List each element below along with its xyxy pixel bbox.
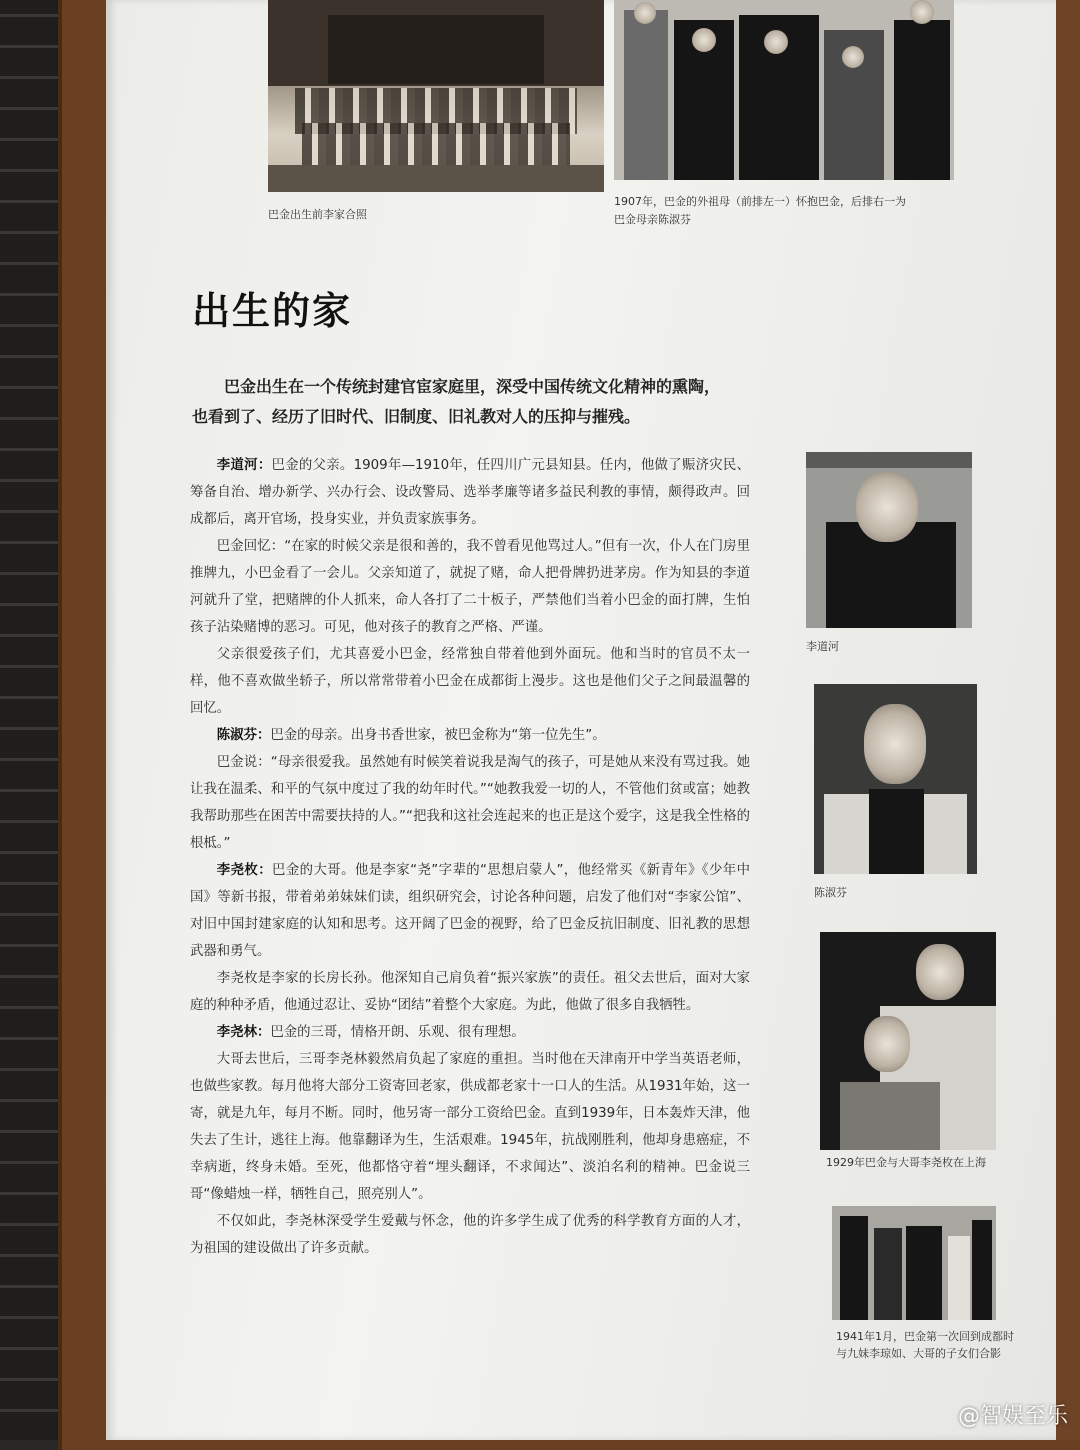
caption-li-family-group: 巴金出生前李家合照 bbox=[268, 208, 367, 221]
paragraph bbox=[190, 749, 750, 857]
person-name: 李道河： bbox=[216, 458, 272, 473]
caption-1907-line1: 1907年，巴金的外祖母（前排左一）怀抱巴金，后排右一为 bbox=[614, 195, 906, 208]
paragraph bbox=[190, 722, 750, 749]
paragraph bbox=[190, 1019, 750, 1046]
paragraph-text: 父亲很爱孩子们，尤其喜爱小巴金，经常独自带着他到外面玩。他和当时的官员不太一样，他不喜欢做坐轿子，所以常常带着小巴金在成都街上漫步。这也是他们父子之间最温馨的回忆。 bbox=[190, 647, 750, 716]
paragraph-text: 巴金的母亲。出身书香世家，被巴金称为“第一位先生”。 bbox=[270, 728, 606, 743]
paragraph-text: 巴金的大哥。他是李家“尧”字辈的“思想启蒙人”，他经常买《新青年》《少年中国》等新书报，带着弟弟妹妹们读，组织研究会，讨论各种问题，启发了他们对“李家公馆”、对旧中国封建家庭的认知和思考。这开阔了巴金的视野，给了巴金反抗旧制度、旧礼教的思想武器和勇气。 bbox=[190, 863, 751, 959]
caption-1941-line1: 1941年1月，巴金第一次回到成都时 bbox=[836, 1330, 1014, 1343]
section-title: 出生的家 bbox=[192, 289, 353, 333]
paragraph bbox=[190, 965, 750, 1019]
wooden-frame-right bbox=[1056, 0, 1080, 1440]
photo-1941-family bbox=[832, 1206, 996, 1320]
paragraph bbox=[190, 641, 750, 722]
paragraph bbox=[190, 1046, 750, 1208]
paragraph-text: 巴金的父亲。1909年—1910年，任四川广元县知县。任内，他做了赈济灾民、筹备自治、增办新学、兴办行会、设改警局、选举孝廉等诸多益民利教的事情，颇得政声。回成都后，离开官场，投身实业，并负责家族事务。 bbox=[190, 458, 751, 527]
caption-1929: 1929年巴金与大哥李尧枚在上海 bbox=[826, 1156, 986, 1169]
person-name: 李尧枚： bbox=[216, 863, 273, 878]
paragraph bbox=[190, 533, 750, 641]
paragraph-text: 巴金的三哥，情格开朗、乐观、很有理想。 bbox=[270, 1025, 525, 1040]
caption-chen-shufen: 陈淑芬 bbox=[814, 886, 847, 899]
photo-1907-grandmother bbox=[614, 0, 954, 180]
person-name: 陈淑芬： bbox=[216, 728, 271, 743]
caption-li-daohe: 李道河 bbox=[806, 640, 839, 653]
watermark: @智娱至乐 bbox=[957, 1404, 1068, 1429]
paragraph bbox=[190, 452, 750, 533]
body-text bbox=[190, 452, 750, 1262]
person-name: 李尧林： bbox=[216, 1025, 271, 1040]
paragraph-text: 大哥去世后，三哥李尧林毅然肩负起了家庭的重担。当时他在天津南开中学当英语老师，也做些家教。每月他将大部分工资寄回老家，供成都老家十一口人的生活。从1931年始，这一寄，就是九年，每月不断。同时，他另寄一部分工资给巴金。直到1939年，日本轰炸天津，他失去了生计，逃往上海。他靠翻译为生，生活艰难。1945年，抗战刚胜利，他却身患癌症，不幸病逝，终身未婚。至死，他都恪守着“埋头翻译，不求闻达”、淡泊名利的精神。巴金说三哥“像蜡烛一样，牺牲自己，照亮别人”。 bbox=[190, 1052, 750, 1202]
caption-1941-line2: 与九妹李琼如、大哥的子女们合影 bbox=[836, 1347, 1001, 1360]
intro-text bbox=[192, 372, 752, 432]
intro-line-2: 也看到了、经历了旧时代、旧制度、旧礼教对人的压抑与摧残。 bbox=[192, 407, 641, 426]
photo-li-family-group bbox=[268, 0, 604, 192]
paragraph-text: 巴金说：“母亲很爱我。虽然她有时候笑着说我是淘气的孩子，可是她从来没有骂过我。她让我在温柔、和平的气氛中度过了我的幼年时代。”“她教我爱一切的人，不管他们贫或富；她教我帮助那些在困苦中需要扶持的人。”“把我和这社会连起来的也正是这个爱字，这是我全性格的根柢。” bbox=[190, 755, 750, 851]
paragraph-text: 不仅如此，李尧林深受学生爱戴与怀念，他的许多学生成了优秀的科学教育方面的人才，为祖国的建设做出了许多贡献。 bbox=[190, 1214, 750, 1256]
intro-line-1: 巴金出生在一个传统封建官宦家庭里，深受中国传统文化精神的熏陶， bbox=[224, 377, 721, 396]
paragraph bbox=[190, 857, 750, 965]
paragraph-text: 巴金回忆：“在家的时候父亲是很和善的，我不曾看见他骂过人。”但有一次，仆人在门房里推牌九，小巴金看了一会儿。父亲知道了，就捉了赌，命人把骨牌扔进茅房。作为知县的李道河就升了堂，把赌牌的仆人抓来，命人各打了二十板子，严禁他们当着小巴金的面打牌，生怕孩子沾染赌博的恶习。可见，他对孩子的教育之严格、严谨。 bbox=[190, 539, 750, 635]
portrait-li-daohe bbox=[806, 452, 972, 628]
paragraph-text: 李尧枚是李家的长房长孙。他深知自己肩负着“振兴家族”的责任。祖父去世后，面对大家庭的种种矛盾，他通过忍让、妥协“团结”着整个大家庭。为此，他做了很多自我牺牲。 bbox=[190, 971, 750, 1013]
paragraph bbox=[190, 1208, 750, 1262]
portrait-bajin-and-brother-1929 bbox=[820, 932, 996, 1150]
portrait-chen-shufen bbox=[814, 684, 977, 874]
caption-1907-line2: 巴金母亲陈淑芬 bbox=[614, 213, 691, 226]
